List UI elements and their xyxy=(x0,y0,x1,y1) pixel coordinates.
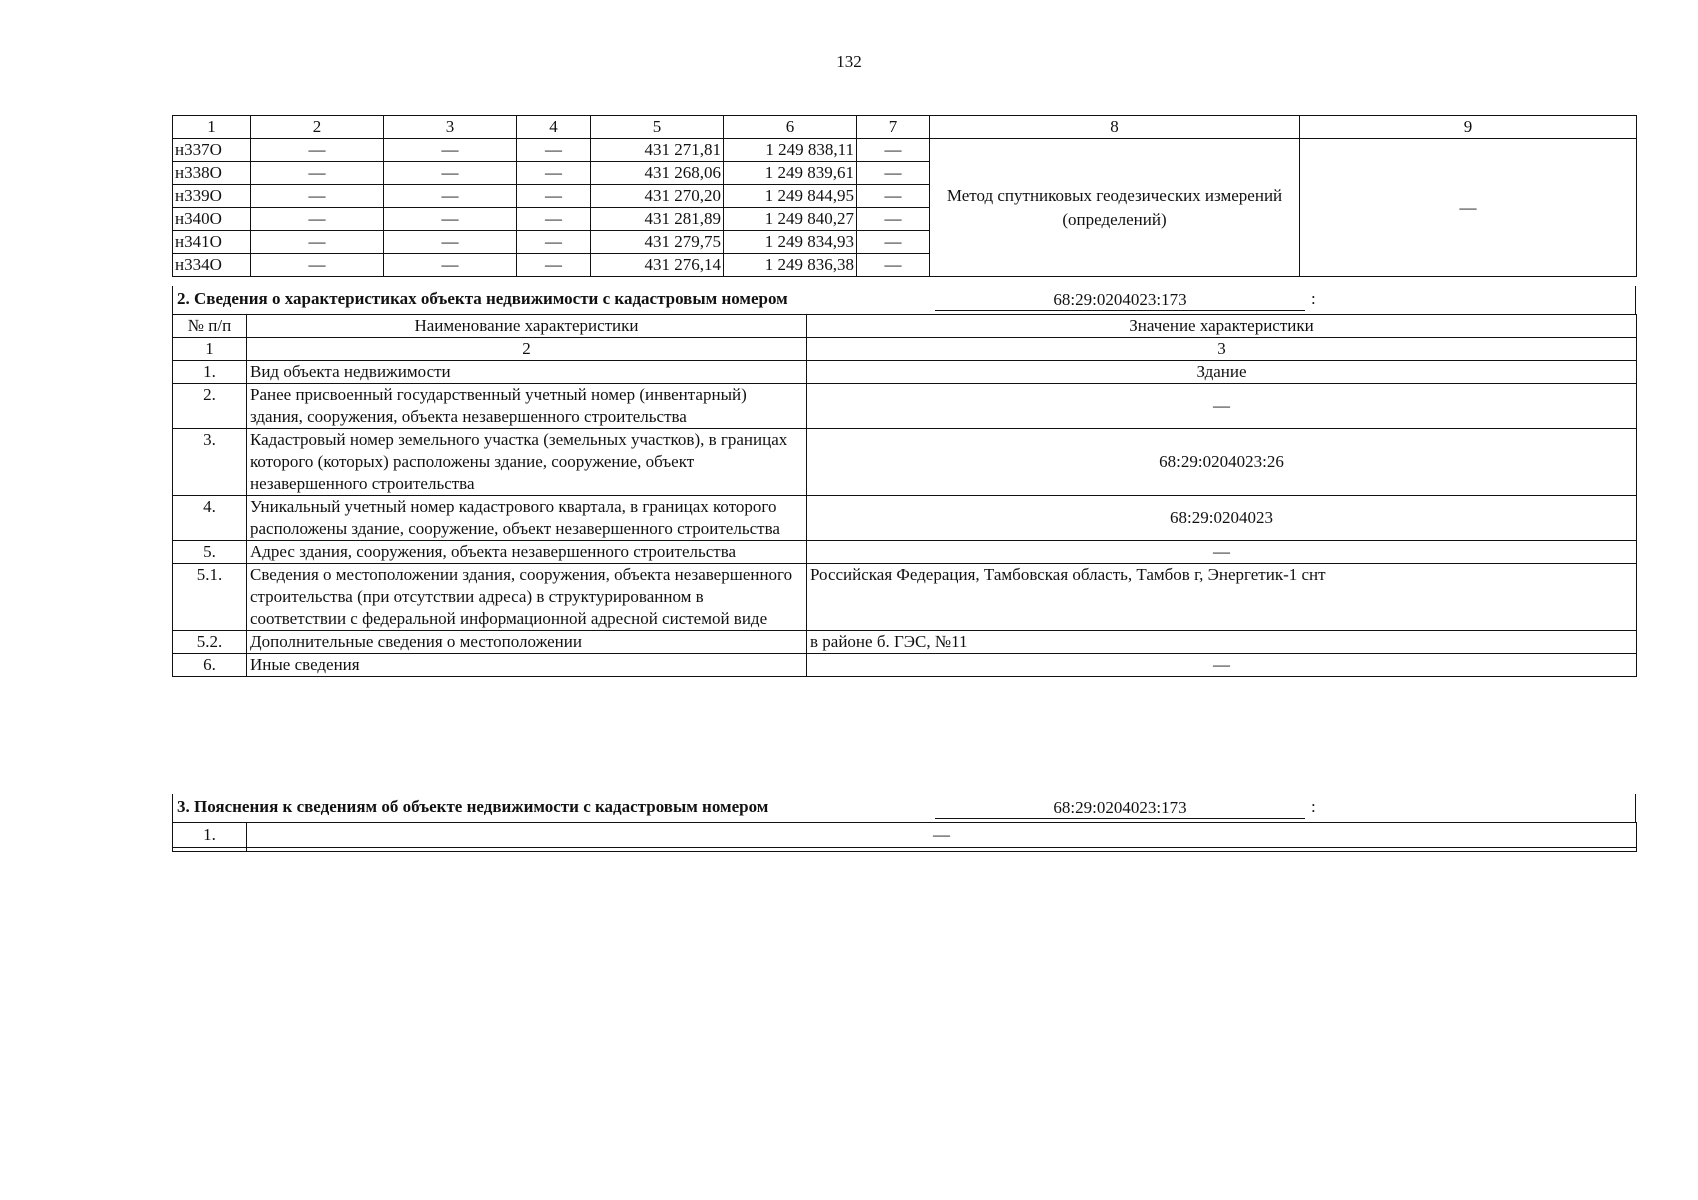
colon: : xyxy=(1311,797,1316,816)
row-number: 2. xyxy=(173,384,247,429)
characteristics-header-row xyxy=(173,315,1637,338)
row-number: 1. xyxy=(173,361,247,384)
column-header: 9 xyxy=(1300,116,1637,139)
characteristic-name: Адрес здания, сооружения, объекта незавершенного строительства xyxy=(247,541,807,564)
coordinate-x: 431 279,75 xyxy=(591,231,724,254)
column-header: 7 xyxy=(857,116,930,139)
row-number: 1. xyxy=(173,823,247,848)
coordinate-x: 431 271,81 xyxy=(591,139,724,162)
point-id: н341О xyxy=(173,231,251,254)
column-header: 5 xyxy=(591,116,724,139)
table-cell: — xyxy=(251,254,384,277)
row-number: 5.1. xyxy=(173,564,247,631)
point-id: н337О xyxy=(173,139,251,162)
row-number: 3. xyxy=(173,429,247,496)
table-cell: — xyxy=(857,139,930,162)
section-title: 2. Сведения о характеристиках объекта недвижимости с кадастровым номером xyxy=(177,289,788,308)
coordinate-y: 1 249 834,93 xyxy=(724,231,857,254)
table-row xyxy=(173,654,1637,677)
table-row xyxy=(173,139,1637,162)
characteristic-value: в районе б. ГЭС, №11 xyxy=(807,631,1637,654)
table-cell: — xyxy=(384,208,517,231)
coordinate-y: 1 249 844,95 xyxy=(724,185,857,208)
coordinate-y: 1 249 836,38 xyxy=(724,254,857,277)
table-cell: — xyxy=(517,185,591,208)
coordinate-y: 1 249 838,11 xyxy=(724,139,857,162)
method-cell: Метод спутниковых геодезических измерений (определений) xyxy=(930,139,1300,277)
page-number: 132 xyxy=(836,52,862,71)
characteristic-value: 68:29:0204023 xyxy=(807,496,1637,541)
coordinate-x: 431 276,14 xyxy=(591,254,724,277)
column-header: Наименование характеристики xyxy=(247,315,807,338)
table-row xyxy=(173,429,1637,496)
point-id: н340О xyxy=(173,208,251,231)
table-row xyxy=(173,361,1637,384)
characteristic-name: Вид объекта недвижимости xyxy=(247,361,807,384)
coordinate-x: 431 268,06 xyxy=(591,162,724,185)
characteristic-value: Российская Федерация, Тамбовская область, Тамбов г, Энергетик-1 снт xyxy=(807,564,1637,631)
table-cell: — xyxy=(251,185,384,208)
column-index: 3 xyxy=(807,338,1637,361)
table-cell: — xyxy=(251,139,384,162)
point-id: н338О xyxy=(173,162,251,185)
characteristic-name: Ранее присвоенный государственный учетный номер (инвентарный) здания, сооружения, объекта незавершенного строительства xyxy=(247,384,807,429)
table-cell: — xyxy=(384,185,517,208)
column-header: 2 xyxy=(251,116,384,139)
notes-table xyxy=(172,822,1637,852)
column-header: 1 xyxy=(173,116,251,139)
characteristic-name: Уникальный учетный номер кадастрового квартала, в границах которого расположены здание, сооружение, объект незавершенного строительства xyxy=(247,496,807,541)
section-3-heading xyxy=(172,794,1636,822)
coordinate-y: 1 249 840,27 xyxy=(724,208,857,231)
table-row xyxy=(173,823,1637,848)
characteristic-name: Кадастровый номер земельного участка (земельных участков), в границах которого (которых) расположены здание, сооружение, объект незавершенного строительства xyxy=(247,429,807,496)
column-index: 1 xyxy=(173,338,247,361)
index-row xyxy=(173,338,1637,361)
table-cell: — xyxy=(857,185,930,208)
table-cell: — xyxy=(517,231,591,254)
table-cell: — xyxy=(517,139,591,162)
characteristic-value: Здание xyxy=(807,361,1637,384)
table-bottom-border xyxy=(173,848,1637,852)
table-cell: — xyxy=(857,254,930,277)
table-cell: — xyxy=(857,208,930,231)
table-cell: — xyxy=(384,231,517,254)
cadastral-number: 68:29:0204023:173 xyxy=(935,289,1305,311)
characteristic-name: Иные сведения xyxy=(247,654,807,677)
table-row xyxy=(173,564,1637,631)
note-text: — xyxy=(247,823,1637,848)
table-cell: — xyxy=(517,162,591,185)
table-cell: — xyxy=(857,231,930,254)
characteristic-value: — xyxy=(807,654,1637,677)
point-id: н334О xyxy=(173,254,251,277)
section-title: 3. Пояснения к сведениям об объекте недвижимости с кадастровым номером xyxy=(177,797,769,816)
column-header: 8 xyxy=(930,116,1300,139)
table-cell: — xyxy=(517,254,591,277)
table-cell: — xyxy=(251,231,384,254)
coordinate-x: 431 281,89 xyxy=(591,208,724,231)
coordinate-y: 1 249 839,61 xyxy=(724,162,857,185)
table-cell: — xyxy=(251,208,384,231)
table-row xyxy=(173,496,1637,541)
characteristic-value: — xyxy=(807,384,1637,429)
column-9-cell: — xyxy=(1300,139,1637,277)
column-header: № п/п xyxy=(173,315,247,338)
point-id: н339О xyxy=(173,185,251,208)
table-cell: — xyxy=(857,162,930,185)
column-header: 6 xyxy=(724,116,857,139)
table-cell: — xyxy=(251,162,384,185)
characteristic-name: Дополнительные сведения о местоположении xyxy=(247,631,807,654)
characteristic-value: 68:29:0204023:26 xyxy=(807,429,1637,496)
table-cell: — xyxy=(384,139,517,162)
column-header: 3 xyxy=(384,116,517,139)
table-row xyxy=(173,384,1637,429)
characteristic-name: Сведения о местоположении здания, сооружения, объекта незавершенного строительства (при отсутствии адреса) в структурированном в соответствии с федеральной информационной адресной системой виде xyxy=(247,564,807,631)
coordinate-x: 431 270,20 xyxy=(591,185,724,208)
row-number: 5. xyxy=(173,541,247,564)
table-cell xyxy=(247,848,1637,852)
table-row xyxy=(173,541,1637,564)
column-header: Значение характеристики xyxy=(807,315,1637,338)
colon: : xyxy=(1311,289,1316,308)
column-header: 4 xyxy=(517,116,591,139)
row-number: 5.2. xyxy=(173,631,247,654)
table-cell: — xyxy=(384,254,517,277)
cadastral-number: 68:29:0204023:173 xyxy=(935,797,1305,819)
row-number: 4. xyxy=(173,496,247,541)
section-2-heading xyxy=(172,286,1636,314)
row-number: 6. xyxy=(173,654,247,677)
characteristics-table xyxy=(172,314,1637,677)
table-cell xyxy=(173,848,247,852)
coordinates-header-row xyxy=(173,116,1637,139)
table-cell: — xyxy=(384,162,517,185)
characteristic-value: — xyxy=(807,541,1637,564)
table-cell: — xyxy=(517,208,591,231)
column-index: 2 xyxy=(247,338,807,361)
coordinates-table xyxy=(172,115,1637,277)
table-row xyxy=(173,631,1637,654)
